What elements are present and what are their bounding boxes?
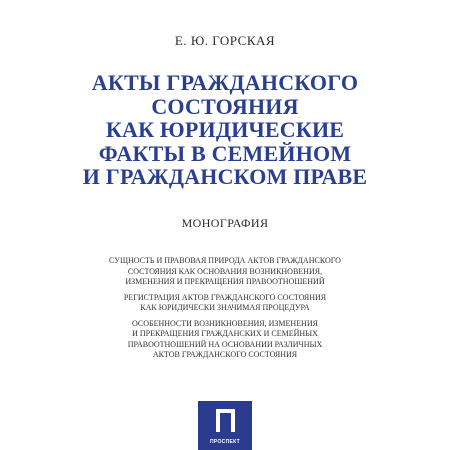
topic-line: СОСТОЯНИЯ КАК ОСНОВАНИЯ ВОЗНИКНОВЕНИЯ, [127,266,323,276]
logo-text: ПРОСПЕКТ [210,439,240,445]
title-line: ФАКТЫ В СЕМЕЙНОМ [98,140,352,166]
topic-line: ИЗМЕНЕНИЯ И ПРЕКРАЩЕНИЯ ПРАВООТНОШЕНИЙ [125,277,325,286]
book-title [60,71,390,189]
topic-line: ПРАВООТНОШЕНИЙ НА ОСНОВАНИИ РАЗЛИЧНЫХ [127,339,323,349]
topic-line: ОСОБЕННОСТИ ВОЗНИКНОВЕНИЯ, ИЗМЕНЕНИЯ [132,318,318,328]
topic-line: СУЩНОСТЬ И ПРАВОВАЯ ПРИРОДА АКТОВ ГРАЖДАНСКОГО [109,256,341,265]
author-name: Е. Ю. ГОРСКАЯ [174,33,276,48]
title-line: АКТЫ ГРАЖДАНСКОГО [91,70,359,95]
topics-list [100,256,350,366]
title-line: И ГРАЖДАНСКОМ ПРАВЕ [82,164,368,189]
topic-line: РЕГИСТРАЦИЯ АКТОВ ГРАЖДАНСКОГО СОСТОЯНИЯ [123,292,327,302]
title-line: КАК ЮРИДИЧЕСКИЕ [105,117,345,142]
topic-item [100,293,350,314]
publisher-logo-icon [198,401,252,450]
topic-line: АКТОВ ГРАЖДАНСКОГО СОСТОЯНИЯ [152,350,298,359]
topic-item [100,319,350,361]
publisher-logo [198,401,252,450]
title-line: СОСТОЯНИЯ [151,93,299,119]
topic-item [100,256,350,288]
topic-line: КАК ЮРИДИЧЕСКИ ЗНАЧИМАЯ ПРОЦЕДУРА [140,303,310,312]
book-genre: МОНОГРАФИЯ [181,216,269,230]
logo-mark-shape [216,409,235,432]
topic-line: И ПРЕКРАЩЕНИЯ ГРАЖДАНСКИХ И СЕМЕЙНЫХ [132,329,318,338]
